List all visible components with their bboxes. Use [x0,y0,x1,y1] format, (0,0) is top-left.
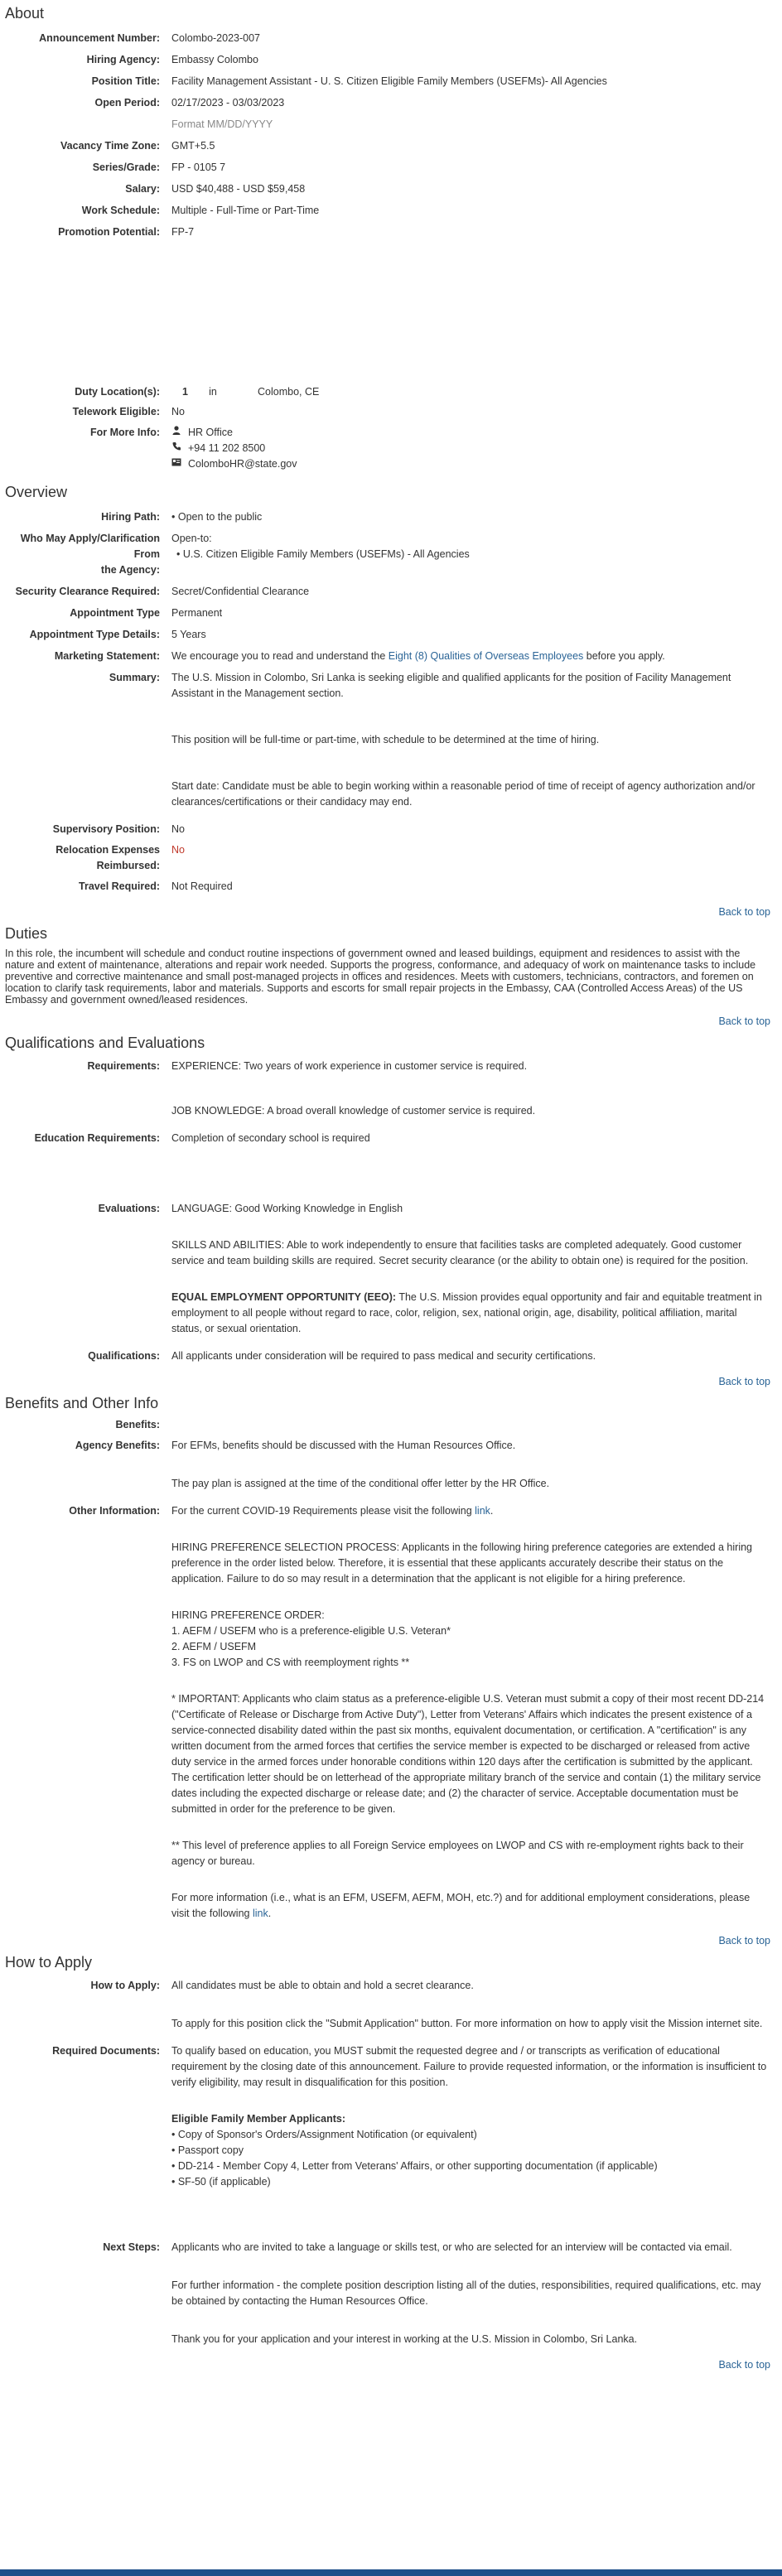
field-appointment-details [3,627,779,643]
efm-item: • DD-214 - Member Copy 4, Letter from Veterans' Affairs, or other supporting documentation (if applicable) [171,2160,658,2172]
duty-city: Colombo, CE [258,386,320,398]
field-vacancy-time-zone [3,138,779,154]
back-to-top [3,1374,779,1390]
duty-location-value [171,384,779,400]
field-value: No [171,844,185,856]
open-period-value: 02/17/2023 - 03/03/2023 [171,97,285,109]
how-paragraph: To apply for this position click the "Submit Application" button. For more information on how to apply visit the Mission internet site. [171,2018,763,2029]
field-label: Travel Required: [79,880,160,892]
back-to-top [3,2357,779,2373]
field-label: Other Information: [69,1505,160,1517]
evaluation-paragraph: SKILLS AND ABILITIES: Able to work independently to ensure that facilities tasks are completed adequately. Good customer service and team building skills are required. Secret security clearance (or the ability to obtain one) is required for the position. [171,1239,749,1266]
spacer [3,240,779,384]
hiring-preference-order [171,1608,769,1671]
field-summary [3,670,779,810]
eeo-paragraph [171,1290,769,1337]
contact-phone: +94 11 202 8500 [188,442,266,454]
field-how-to-apply [3,1978,779,2032]
section-heading-benefits: Benefits and Other Info [5,1395,159,1411]
other-info-value [171,1503,779,1922]
summary-paragraph: This position will be full-time or part-time, with schedule to be determined at the time of hiring. [171,734,600,745]
field-announcement-number [3,31,779,46]
field-value: 5 Years [171,629,206,640]
email-icon [171,456,181,472]
date-format-hint: Format MM/DD/YYYY [171,118,273,130]
field-value-wrap [171,95,779,133]
field-label: Marketing Statement: [54,650,160,662]
required-documents-value [171,2043,779,2190]
field-label: Relocation Expenses Reimbursed: [56,844,160,871]
field-label: Summary: [109,672,160,683]
field-value: No [171,823,185,835]
field-label: Announcement Number: [39,32,160,44]
field-benefits [3,1417,779,1433]
section-heading-overview: Overview [5,484,68,500]
back-to-top-link[interactable]: Back to top [718,1935,770,1946]
evaluation-paragraph: LANGUAGE: Good Working Knowledge in English [171,1203,403,1214]
field-label: Benefits: [115,1419,160,1430]
efm-item: • SF-50 (if applicable) [171,2176,271,2188]
field-education [3,1131,779,1146]
how-paragraph: All candidates must be able to obtain and hold a secret clearance. [171,1980,474,1991]
field-label: Promotion Potential: [58,226,160,238]
back-to-top-link[interactable]: Back to top [718,1015,770,1027]
field-position-title [3,74,779,89]
open-to-item: • U.S. Citizen Eligible Family Members (USEFMs) - All Agencies [176,548,470,560]
marketing-text: before you apply. [583,650,665,662]
field-value: • Open to the public [171,511,263,523]
more-info-text: For more information (i.e., what is an EFM, USEFM, AEFM, MOH, etc.?) and for additional employment considerations, please visit the following [171,1892,751,1919]
docs-paragraph: To qualify based on education, you MUST submit the requested degree and / or transcripts as verification of educational requirement by the closing date of this announcement. Failure to provide requested information, or the information is insufficient to verify eligibility, may result in disqualification for this position. [171,2045,767,2088]
requirement-paragraph: EXPERIENCE: Two years of work experience in customer service is required. [171,1060,528,1072]
duties-text: In this role, the incumbent will schedule and conduct routine inspections of government owned and leased buildings, equipment and residences to assist with the nature and extent of maintenance, alterations and repair work needed. Supports the progress, conformance, and adequacy of work on maintenance tasks to include preventive and corrective maintenance and small post-managed projects in offices and residences. Meets with customers, technicians, contractors, and foremen on location to clarify task requirements, labor and materials. Supports and escorts for small repair projects in the Embassy, CAA (Controlled Access Areas) of the US Embassy and government owned/leased residences. [5,948,756,1006]
contact-info [171,425,779,472]
field-promotion-potential [3,224,779,240]
field-hiring-agency [3,52,779,68]
who-may-apply-value [171,531,779,562]
field-security-clearance [3,584,779,600]
more-info-paragraph [171,1890,769,1922]
field-supervisory [3,822,779,837]
next-paragraph: Thank you for your application and your interest in working at the U.S. Mission in Colombo, Sri Lanka. [171,2333,638,2345]
field-other-information [3,1503,779,1922]
section-heading-about: About [5,5,45,22]
field-next-steps [3,2240,779,2347]
field-travel [3,879,779,895]
field-label: Telework Eligible: [72,406,160,417]
benefit-paragraph: The pay plan is assigned at the time of the conditional offer letter by the HR Office. [171,1478,550,1489]
field-label: Series/Grade: [92,162,160,173]
field-value: Not Required [171,880,233,892]
requirement-paragraph: JOB KNOWLEDGE: A broad overall knowledge of customer service is required. [171,1105,536,1117]
duty-count: 1 [182,386,188,398]
back-to-top-link[interactable]: Back to top [718,906,770,918]
field-value: Completion of secondary school is required [171,1132,370,1144]
field-value: Facility Management Assistant - U. S. Citizen Eligible Family Members (USEFMs)- All Agencies [171,75,607,87]
eeo-title: EQUAL EMPLOYMENT OPPORTUNITY (EEO): [171,1291,397,1303]
efm-item: • Passport copy [171,2144,244,2156]
field-label: Evaluations: [98,1203,160,1214]
contact-name-line [171,425,769,441]
field-evaluations [3,1201,779,1337]
back-to-top-link[interactable]: Back to top [718,1376,770,1387]
field-required-documents [3,2043,779,2190]
field-label: Position Title: [91,75,160,87]
section-heading-duties: Duties [5,925,48,942]
field-open-period [3,95,779,133]
covid-paragraph [171,1503,769,1519]
field-value: GMT+5.5 [171,140,215,152]
field-label: Required Documents: [52,2045,160,2057]
field-duty-locations [3,384,779,400]
important-paragraph: * IMPORTANT: Applicants who claim status as a preference-eligible U.S. Veteran must submit a copy of their most recent DD-214 ("Certificate of Release or Discharge from Active Duty"), Letter from Veterans' Affairs which indicates the present existence of a service-connected disability dated within the past six months, equivalent documentation, or certification. A "certification" is any written document from the armed forces that certifies the service member is expected to be discharged or released from active duty service in the armed forces under honorable conditions within 120 days after the certification is submitted by the applicant. The certification letter should be on letterhead of the appropriate military branch of the service and contain (1) the military service dates including the expected discharge or release date; and (2) the character of service. Acceptable documentation must be submitted in order for the preference to be given. [171,1693,765,1815]
field-label: Supervisory Position: [52,823,160,835]
covid-link[interactable]: link [475,1505,490,1517]
field-value: FP-7 [171,226,195,238]
field-series-grade [3,160,779,176]
eight-qualities-link[interactable]: Eight (8) Qualities of Overseas Employees [388,650,584,662]
field-more-info [3,425,779,472]
back-to-top [3,1933,779,1949]
field-relocation [3,842,779,874]
field-salary [3,181,779,197]
field-value: Multiple - Full-Time or Part-Time [171,205,320,216]
lwop-paragraph: ** This level of preference applies to all Foreign Service employees on LWOP and CS with re-employment rights back to their agency or bureau. [171,1840,744,1867]
contact-phone-line [171,441,769,456]
field-label: Hiring Agency: [86,54,160,65]
field-value: USD $40,488 - USD $59,458 [171,183,306,195]
agency-benefits-value [171,1438,779,1492]
field-label-line: Who May Apply/Clarification From [20,533,160,560]
contact-email-link[interactable]: ColomboHR@state.gov [188,458,297,470]
field-appointment-type [3,605,779,621]
field-qualifications [3,1348,779,1364]
back-to-top [3,1014,779,1030]
field-work-schedule [3,203,779,219]
field-label: For More Info: [89,427,160,438]
pref-item: 2. AEFM / USEFM [171,1641,257,1652]
pref-order-title: HIRING PREFERENCE ORDER: [171,1609,325,1621]
field-value: All applicants under consideration will be required to pass medical and security certifications. [171,1350,596,1362]
next-paragraph: Applicants who are invited to take a language or skills test, or who are selected for an interview will be contacted via email. [171,2241,732,2253]
field-label: How to Apply: [90,1980,160,1991]
footer-bar [0,2569,782,2576]
field-value: Embassy Colombo [171,54,258,65]
summary-paragraph: The U.S. Mission in Colombo, Sri Lanka is seeking eligible and qualified applicants for the position of Facility Management Assistant in the Management section. [171,672,731,699]
open-to-label: Open-to: [171,533,212,544]
marketing-value [171,649,779,664]
field-label: Agency Benefits: [75,1440,160,1451]
field-hiring-path [3,509,779,525]
back-to-top [3,904,779,920]
field-marketing-statement [3,649,779,664]
eeo-text: The U.S. Mission provides equal opportunity and fair and equitable treatment in employment to all people without regard to race, color, religion, sex, national origin, age, disability, political affiliation, marital status, or sexual orientation. [171,1291,762,1334]
field-label: Open Period: [94,97,160,109]
field-agency-benefits [3,1438,779,1492]
person-icon [171,425,181,441]
field-label: Education Requirements: [34,1132,160,1144]
next-paragraph: For further information - the complete position description listing all of the duties, responsibilities, required qualifications, etc. may be obtained by contacting the Human Resources Office. [171,2279,761,2307]
duty-in: in [209,386,217,398]
field-value: Colombo-2023-007 [171,32,261,44]
field-label: Hiring Path: [101,511,160,523]
pref-item: 1. AEFM / USEFM who is a preference-eligible U.S. Veteran* [171,1625,451,1637]
hiring-preference-process: HIRING PREFERENCE SELECTION PROCESS: Applicants in the following hiring preference categories are extended a hiring preference in the order listed below. Therefore, it is essential that these applicants accurately describe their status on the application. Failure to do so may result in a determination that the applicant is not eligible for a hiring preference. [171,1541,753,1585]
contact-name: HR Office [188,427,233,438]
benefit-paragraph: For EFMs, benefits should be discussed with the Human Resources Office. [171,1440,516,1451]
marketing-text: We encourage you to read and understand the [171,650,389,662]
field-label: Next Steps: [103,2241,160,2253]
field-label: Salary: [125,183,160,195]
section-heading-how-to-apply: How to Apply [5,1954,93,1971]
field-label [3,531,171,578]
field-value: Secret/Confidential Clearance [171,586,310,597]
field-label-line: the Agency: [100,564,160,576]
field-telework [3,404,779,420]
pref-item: 3. FS on LWOP and CS with reemployment rights ** [171,1657,410,1668]
field-label: Appointment Type Details: [29,629,160,640]
more-info-text: . [268,1908,272,1919]
field-label: Vacancy Time Zone: [60,140,160,152]
next-steps-value [171,2240,779,2347]
back-to-top-link[interactable]: Back to top [718,2359,770,2371]
contact-email-line [171,456,769,472]
field-label: Work Schedule: [81,205,160,216]
requirements-value [171,1059,779,1119]
field-label: Qualifications: [88,1350,160,1362]
field-value: Permanent [171,607,223,619]
field-label: Duty Location(s): [75,386,160,398]
how-to-apply-value [171,1978,779,2032]
efm-item: • Copy of Sponsor's Orders/Assignment Notification (or equivalent) [171,2129,477,2140]
phone-icon [171,441,181,456]
covid-text: . [490,1505,494,1517]
covid-text: For the current COVID-19 Requirements please visit the following [171,1505,475,1517]
field-label: Requirements: [87,1060,160,1072]
field-label: Security Clearance Required: [15,586,160,597]
efm-title: Eligible Family Member Applicants: [171,2113,345,2125]
summary-value [171,670,779,810]
field-value: FP - 0105 7 [171,162,226,173]
field-requirements [3,1059,779,1119]
more-info-link[interactable]: link [252,1908,268,1919]
evaluations-value [171,1201,779,1337]
field-value: No [171,406,185,417]
field-label: Appointment Type [70,607,160,619]
summary-paragraph: Start date: Candidate must be able to begin working within a reasonable period of time of receipt of agency authorization and/or clearances/certifications or their candidacy may end. [171,780,755,808]
section-heading-qualifications: Qualifications and Evaluations [5,1035,205,1051]
field-who-may-apply [3,531,779,578]
